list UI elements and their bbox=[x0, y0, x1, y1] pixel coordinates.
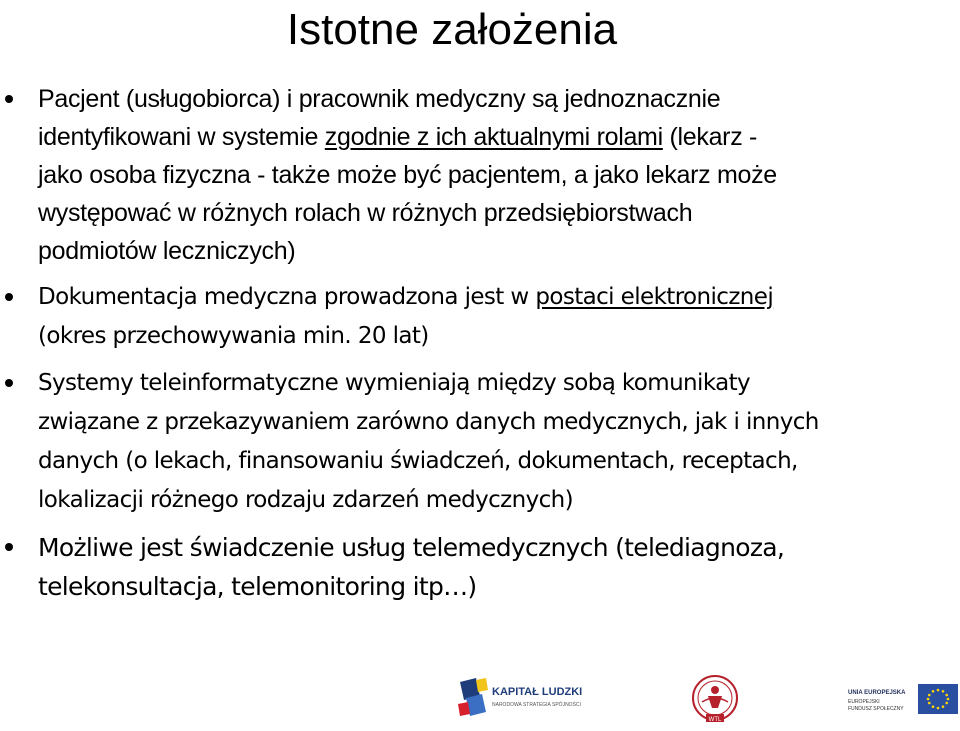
eu-label: UNIA EUROPEJSKA bbox=[848, 690, 906, 696]
bullet-list bbox=[0, 80, 960, 606]
kapital-ludzki-logo bbox=[456, 676, 586, 722]
bullet-line: jako osoba fizyczna - także może być pacjentem, a jako lekarz może bbox=[38, 161, 777, 189]
bullet-item bbox=[0, 528, 960, 606]
slide-title: Istotne założenia bbox=[286, 5, 618, 54]
bullet-point-icon bbox=[5, 543, 13, 551]
bullet-line bbox=[38, 118, 960, 156]
wtl-label: WTL bbox=[708, 717, 722, 723]
bullet-line: lokalizacji różnego rodzaju zdarzeń medycznych) bbox=[38, 487, 574, 513]
bullet-line: Pacjent (usługobiorca) i pracownik medyczny są jednoznacznie bbox=[38, 85, 721, 113]
wtl-emblem-icon bbox=[680, 672, 750, 726]
bullet-line bbox=[38, 278, 960, 317]
text-span: Dokumentacja medyczna prowadzona jest w bbox=[38, 284, 536, 310]
bullet-line: Możliwe jest świadczenie usług telemedycznych (telediagnoza, bbox=[38, 533, 785, 562]
bullet-line: danych (o lekach, finansowaniu świadczeń, dokumentach, receptach, bbox=[38, 448, 798, 474]
eu-logo bbox=[848, 684, 960, 724]
eu-sublabel: FUNDUSZ SPOŁECZNY bbox=[848, 706, 904, 712]
eu-sublabel: EUROPEJSKI bbox=[848, 699, 880, 705]
underlined-text: zgodnie z ich aktualnymi rolami bbox=[324, 123, 663, 151]
bullet-line: występować w różnych rolach w różnych przedsiębiorstwach bbox=[38, 199, 693, 227]
footer-logos bbox=[0, 672, 960, 726]
text-span: (lekarz - bbox=[662, 123, 758, 151]
eu-flag-icon bbox=[918, 684, 958, 714]
bullet-line: (okres przechowywania min. 20 lat) bbox=[38, 323, 429, 349]
kapital-ludzki-sublabel: NARODOWA STRATEGIA SPÓJNOŚCI bbox=[492, 702, 581, 708]
bullet-item bbox=[0, 278, 960, 356]
kapital-ludzki-label: KAPITAŁ LUDZKI bbox=[492, 686, 583, 698]
bullet-line: Systemy teleinformatyczne wymieniają między sobą komunikaty bbox=[38, 370, 751, 396]
text-span: identyfikowani w systemie bbox=[38, 123, 325, 151]
bullet-line: podmiotów leczniczych) bbox=[38, 237, 296, 265]
bullet-item bbox=[0, 364, 960, 520]
bullet-line: związane z przekazywaniem zarówno danych medycznych, jak i innych bbox=[38, 409, 819, 435]
bullet-point-icon bbox=[5, 95, 13, 103]
bullet-point-icon bbox=[5, 293, 13, 301]
wtl-logo bbox=[680, 672, 750, 726]
bullet-line: telekonsultacja, telemonitoring itp…) bbox=[38, 572, 477, 601]
kapital-ludzki-icon bbox=[456, 676, 490, 722]
bullet-point-icon bbox=[5, 379, 13, 387]
bullet-item bbox=[0, 80, 960, 270]
underlined-text: postaci elektronicznej bbox=[535, 284, 774, 310]
